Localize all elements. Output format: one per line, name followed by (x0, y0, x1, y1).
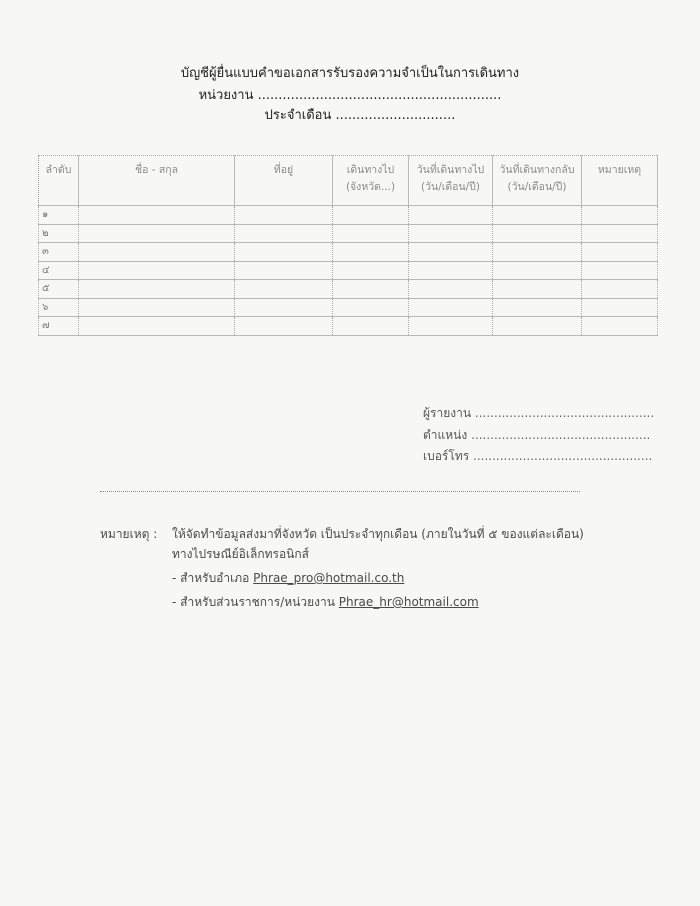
table-cell (493, 298, 582, 317)
district-email-link[interactable]: Phrae_pro@hotmail.co.th (253, 571, 405, 585)
table-cell (582, 206, 658, 225)
agency-prefix: - สำหรับส่วนราชการ/หน่วยงาน (172, 595, 335, 609)
column-header-5 (493, 156, 582, 206)
table-body (39, 206, 658, 336)
notes-label: หมายเหตุ : (100, 527, 158, 541)
table-cell (333, 280, 409, 299)
table-cell (235, 261, 333, 280)
table-cell (79, 224, 235, 243)
row-number: ๑ (39, 206, 79, 225)
phone-label: เบอร์โทร (423, 449, 470, 463)
table-cell (333, 317, 409, 336)
table-row (39, 243, 658, 262)
table-row (39, 206, 658, 225)
column-header-3 (333, 156, 409, 206)
row-number: ๕ (39, 280, 79, 299)
table-row (39, 298, 658, 317)
table-cell (493, 280, 582, 299)
row-number: ๓ (39, 243, 79, 262)
table-cell (333, 261, 409, 280)
table-cell (79, 280, 235, 299)
table-cell (582, 317, 658, 336)
table-cell (333, 243, 409, 262)
table-cell (409, 224, 493, 243)
position-line (423, 426, 650, 445)
table-cell (409, 280, 493, 299)
row-number: ๖ (39, 298, 79, 317)
table-cell (235, 243, 333, 262)
column-header-line1: เดินทางไป (346, 164, 395, 176)
table-cell (409, 243, 493, 262)
form-title (0, 62, 700, 83)
table-cell (79, 243, 235, 262)
reporter-line (423, 404, 654, 423)
column-header-2 (235, 156, 333, 206)
table-cell (333, 206, 409, 225)
column-header-4 (409, 156, 493, 206)
column-header-line2: (วัน/เดือน/ปี) (507, 181, 567, 193)
position-label: ตำแหน่ง (423, 428, 468, 442)
table-cell (493, 317, 582, 336)
table-row (39, 224, 658, 243)
column-header-1 (79, 156, 235, 206)
unit-label: หน่วยงาน (198, 88, 254, 103)
table-row (39, 280, 658, 299)
month-label: ประจำเดือน (264, 108, 332, 123)
reporter-label: ผู้รายงาน (423, 406, 472, 420)
month-line (10, 104, 700, 125)
table-cell (582, 261, 658, 280)
notes-district (172, 569, 404, 588)
column-header-line1: ลำดับ (45, 164, 72, 176)
column-header-line1: หมายเหตุ (597, 164, 642, 176)
table-cell (333, 224, 409, 243)
row-number: ๔ (39, 261, 79, 280)
table-cell (79, 261, 235, 280)
notes-line-2: ทางไปรษณีย์อิเล็กทรอนิกส์ (172, 547, 309, 561)
table-cell (409, 261, 493, 280)
column-header-6 (582, 156, 658, 206)
row-number: ๒ (39, 224, 79, 243)
table-cell (493, 261, 582, 280)
table-cell (235, 206, 333, 225)
column-header-line2: (วัน/เดือน/ปี) (421, 181, 480, 193)
phone-dots: ............................................... (473, 449, 653, 463)
column-header-line1: วันที่เดินทางไป (416, 164, 485, 176)
reporter-dots: ............................................... (474, 406, 655, 420)
unit-dots: ........................................................... (257, 88, 502, 103)
table-row (39, 261, 658, 280)
column-header-0 (39, 156, 79, 206)
row-number: ๗ (39, 317, 79, 336)
district-prefix: - สำหรับอำเภอ (172, 571, 250, 585)
table-cell (582, 243, 658, 262)
agency-email-link[interactable]: Phrae_hr@hotmail.com (338, 595, 479, 609)
column-header-line1: วันที่เดินทางกลับ (499, 164, 575, 176)
column-header-line1: ชื่อ - สกุล (134, 164, 179, 176)
table-cell (79, 206, 235, 225)
table-cell (79, 317, 235, 336)
table-cell (493, 243, 582, 262)
table-cell (235, 280, 333, 299)
table-cell (409, 317, 493, 336)
separator-line (100, 491, 580, 492)
column-header-line1: ที่อยู่ (273, 164, 294, 176)
table-row (39, 317, 658, 336)
table-header-row (39, 156, 658, 206)
table-cell (235, 298, 333, 317)
table-cell (582, 298, 658, 317)
column-header-line2: (จังหวัด...) (345, 181, 396, 193)
table-cell (582, 280, 658, 299)
table-cell (235, 224, 333, 243)
phone-line (423, 447, 652, 466)
position-dots: ............................................... (471, 428, 651, 442)
notes-line-1: ให้จัดทำข้อมูลส่งมาที่จังหวัด เป็นประจำทุกเดือน (ภายในวันที่ ๕ ของแต่ละเดือน) (172, 527, 584, 541)
table-cell (493, 206, 582, 225)
table-cell (409, 206, 493, 225)
table-cell (79, 298, 235, 317)
table-cell (409, 298, 493, 317)
table-cell (582, 224, 658, 243)
table-cell (333, 298, 409, 317)
unit-line (0, 84, 700, 105)
table-cell (235, 317, 333, 336)
notes-agency (172, 593, 479, 612)
month-dots: ............................. (335, 108, 456, 123)
form-title-text: บัญชีผู้ยื่นแบบคำขอเอกสารรับรองความจำเป็นในการเดินทาง (180, 66, 520, 81)
table-cell (493, 224, 582, 243)
applicant-table (38, 155, 658, 336)
